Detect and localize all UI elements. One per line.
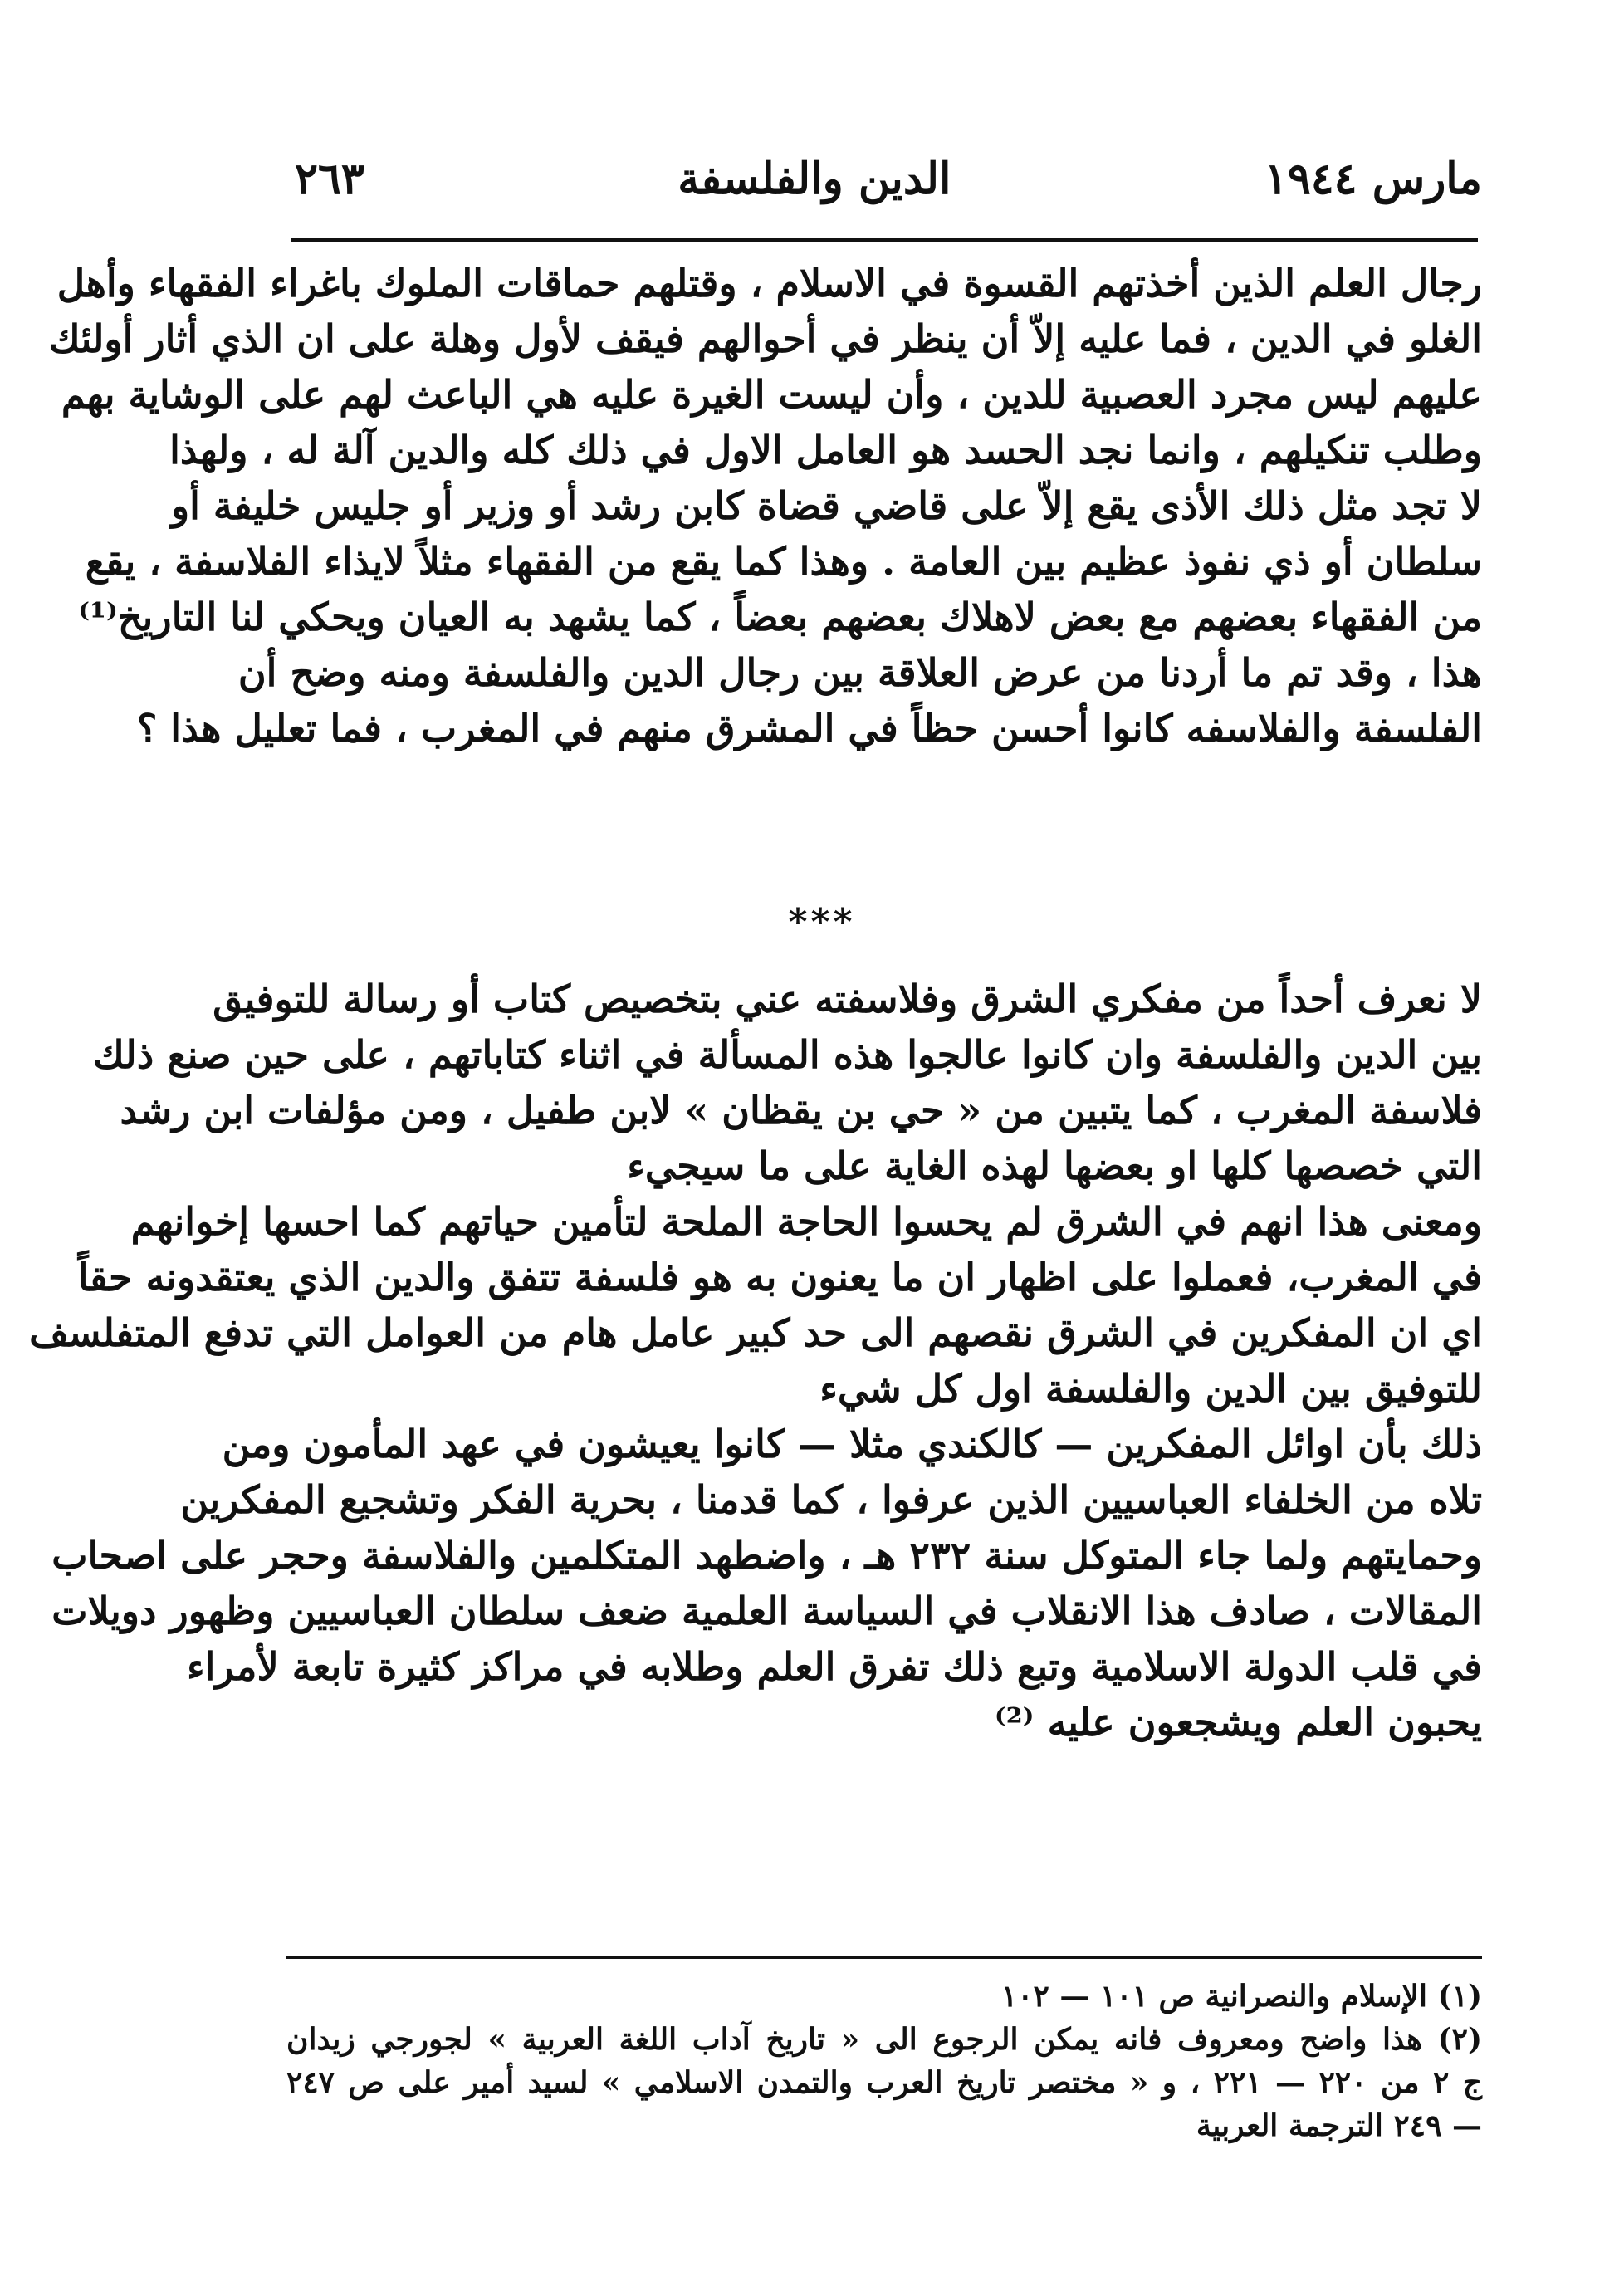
footnote-line: (١) الإسلام والنصرانية ص ١٠١ — ١٠٢	[1000, 1979, 1482, 2014]
text-line: بين الدين والفلسفة وان كانوا عالجوا هذه المسألة في اثناء كتاباتهم ، على حين صنع ذلك	[92, 1032, 1482, 1077]
text-line: تلاه من الخلفاء العباسيين الذين عرفوا ، كما قدمنا ، بحرية الفكر وتشجيع المفكرين	[180, 1477, 1482, 1522]
footnote-line: ج ٢ من ٢٢٠ — ٢٢١ ، و « مختصر تاريخ العرب والتمدن الاسلامي » لسيد أمير على ص ٢٤٧	[286, 2065, 1482, 2100]
text-line: من الفقهاء بعضهم مع بعض لاهلاك بعضهم بعضاً ، كما يشهد به العيان ويحكي لنا التاريخ⁽¹⁾	[78, 595, 1482, 639]
text-line: سلطان أو ذي نفوذ عظيم بين العامة . وهذا كما يقع من الفقهاء مثلاً لايذاء الفلاسفة ، يقع	[85, 539, 1482, 584]
text-line: وطلب تنكيلهم ، وانما نجد الحسد هو العامل الاول في ذلك كله والدين آلة له ، ولهذا	[169, 428, 1482, 472]
body-block-a	[48, 256, 1482, 756]
text-line: للتوفيق بين الدين والفلسفة اول كل شيء	[819, 1366, 1482, 1411]
text-line: ومعنى هذا انهم في الشرق لم يحسوا الحاجة الملحة لتأمين حياتهم كما احسها إخوانهم	[130, 1199, 1482, 1244]
header-title: الدين والفلسفة	[677, 153, 951, 204]
body-block-b	[29, 972, 1482, 1750]
text-line: الغلو في الدين ، فما عليه إلاّ أن ينظر في أحوالهم فيقف لأول وهلة على ان الذي أثار أولئك	[48, 316, 1482, 361]
text-line: المقالات ، صادف هذا الانقلاب في السياسة العلمية ضعف سلطان العباسيين وظهور دويلات	[51, 1589, 1482, 1633]
text-line: الفلسفة والفلاسفه كانوا أحسن حظاً في المشرق منهم في المغرب ، فما تعليل هذا ؟	[136, 706, 1482, 751]
footnote-line: — ٢٤٩ الترجمة العربية	[1196, 2108, 1482, 2143]
running-header	[295, 141, 1482, 216]
page-number: ٢٦٣	[295, 153, 364, 204]
text-line: لا نعرف أحداً من مفكري الشرق وفلاسفته عني بتخصيص كتاب أو رسالة للتوفيق	[213, 977, 1482, 1021]
text-line: التي خصصها كلها او بعضها لهذه الغاية على ما سيجيء	[627, 1143, 1482, 1188]
footnote-rule	[286, 1956, 1482, 1959]
text-line: ذلك بأن اوائل المفكرين — كالكندي مثلا — كانوا يعيشون في عهد المأمون ومن	[222, 1422, 1482, 1466]
header-rule	[291, 238, 1478, 242]
footnote-line: (٢) هذا واضح ومعروف فانه يمكن الرجوع الى « تاريخ آداب اللغة العربية » لجورجي زيدان	[286, 2022, 1482, 2057]
header-date: مارس ١٩٤٤	[1264, 153, 1482, 204]
text-line: في المغرب، فعملوا على اظهار ان ما يعنون به هو فلسفة تتفق والدين الذي يعتقدونه حقاً	[77, 1255, 1482, 1300]
text-line: عليهم ليس مجرد العصبية للدين ، وأن ليست الغيرة عليه هي الباعث لهم على الوشاية بهم	[61, 372, 1482, 417]
text-line: هذا ، وقد تم ما أردنا من عرض العلاقة بين رجال الدين والفلسفة ومنه وضح أن	[237, 650, 1482, 695]
text-line: رجال العلم الذين أخذتهم القسوة في الاسلام ، وقتلهم حماقات الملوك باغراء الفقهاء وأهل	[56, 261, 1482, 306]
footnotes	[286, 1975, 1482, 2147]
text-line: لا تجد مثل ذلك الأذى يقع إلاّ على قاضي قضاة كابن رشد أو وزير أو جليس خليفة أو	[170, 483, 1482, 528]
text-line: وحمايتهم ولما جاء المتوكل سنة ٢٣٢ هـ ، واضطهد المتكلمين والفلاسفة وحجر على اصحاب	[51, 1533, 1482, 1578]
text-line: فلاسفة المغرب ، كما يتبين من « حي بن يقظان » لابن طفيل ، ومن مؤلفات ابن رشد	[120, 1088, 1482, 1133]
text-line: في قلب الدولة الاسلامية وتبع ذلك تفرق العلم وطلابه في مراكز كثيرة تابعة لأمراء	[187, 1644, 1482, 1689]
section-separator: ***	[788, 901, 856, 943]
text-line: اي ان المفكرين في الشرق نقصهم الى حد كبير عامل هام من العوامل التي تدفع المتفلسف	[29, 1310, 1482, 1355]
text-line: يحبون العلم ويشجعون عليه ⁽²⁾	[994, 1700, 1482, 1745]
